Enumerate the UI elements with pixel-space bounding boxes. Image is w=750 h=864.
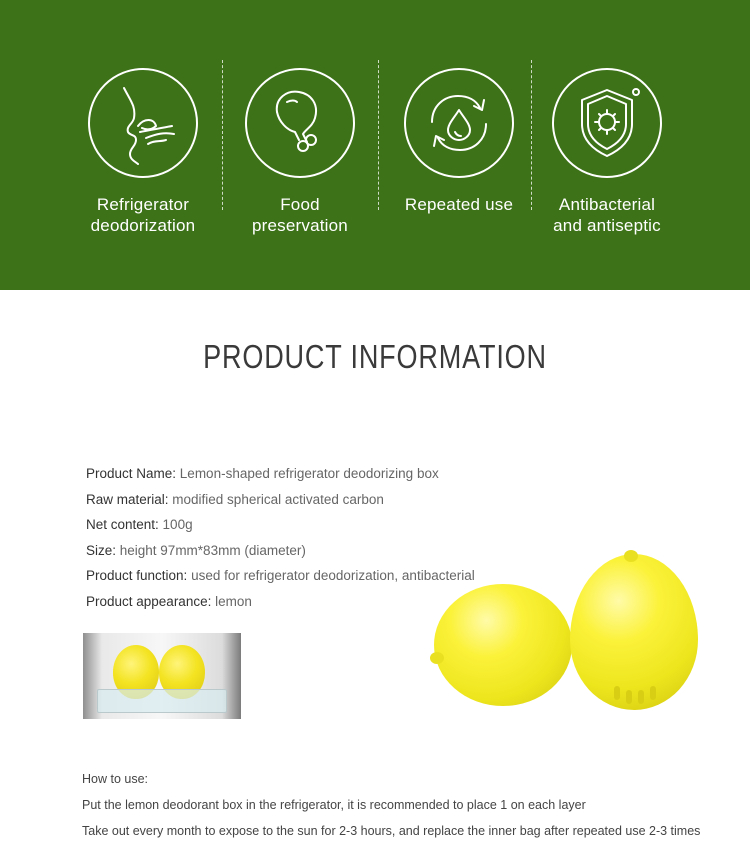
lemon-tip <box>624 550 638 562</box>
feature-label: Refrigerator deodorization <box>90 195 196 235</box>
info-key: Product Name: <box>86 466 177 481</box>
info-key: Net content: <box>86 517 159 533</box>
fridge-photo <box>83 633 241 719</box>
info-row-raw-material <box>86 487 506 513</box>
lemon-tip <box>430 652 444 664</box>
info-key: Raw material: <box>86 491 169 507</box>
drumstick-icon <box>245 68 355 178</box>
info-value: height 97mm*83mm (diameter) <box>116 542 306 558</box>
info-value: used for refrigerator deodorization, antibacterial <box>187 568 475 584</box>
vent-slot <box>614 686 620 700</box>
info-value: modified spherical activated carbon <box>168 491 384 507</box>
lemon-image <box>570 554 698 710</box>
info-key: Product appearance: <box>86 593 212 609</box>
feature-antibacterial <box>545 68 669 236</box>
how-to-use <box>82 766 722 844</box>
info-value: lemon <box>211 593 252 609</box>
info-value: 100g <box>158 517 193 533</box>
how-to-step: Take out every month to expose to the sun for 2-3 hours, and replace the inner bag after repeated use 2-3 times <box>82 824 701 838</box>
lemon-image <box>434 584 572 706</box>
how-to-heading: How to use: <box>82 772 149 786</box>
divider <box>378 60 379 210</box>
lemons-photo <box>428 546 728 716</box>
recycle-drop-icon <box>404 68 514 178</box>
fridge-shelf <box>97 689 227 713</box>
info-value: Lemon-shaped refrigerator deodorizing box <box>176 466 439 481</box>
face-smell-icon <box>88 68 198 178</box>
feature-label: Food preservation <box>252 195 348 235</box>
section-title: PRODUCT INFORMATION <box>203 338 547 375</box>
feature-repeated-use <box>397 68 521 215</box>
info-key: Size: <box>86 542 117 558</box>
info-row-product-name <box>86 461 506 487</box>
feature-label: Antibacterial and antiseptic <box>553 195 661 235</box>
info-row-net-content <box>86 512 506 538</box>
shield-germ-icon <box>552 68 662 178</box>
how-to-step: Put the lemon deodorant box in the refrigerator, it is recommended to place 1 on each layer <box>82 798 586 812</box>
vent-slot <box>626 690 632 704</box>
divider <box>531 60 532 210</box>
feature-refrigerator-deodorization <box>81 68 205 236</box>
feature-banner <box>0 0 750 290</box>
info-key: Product function: <box>86 568 188 584</box>
feature-food-preservation <box>238 68 362 236</box>
feature-label: Repeated use <box>404 195 514 214</box>
divider <box>222 60 223 210</box>
vent-slot <box>650 686 656 700</box>
vent-slot <box>638 690 644 704</box>
